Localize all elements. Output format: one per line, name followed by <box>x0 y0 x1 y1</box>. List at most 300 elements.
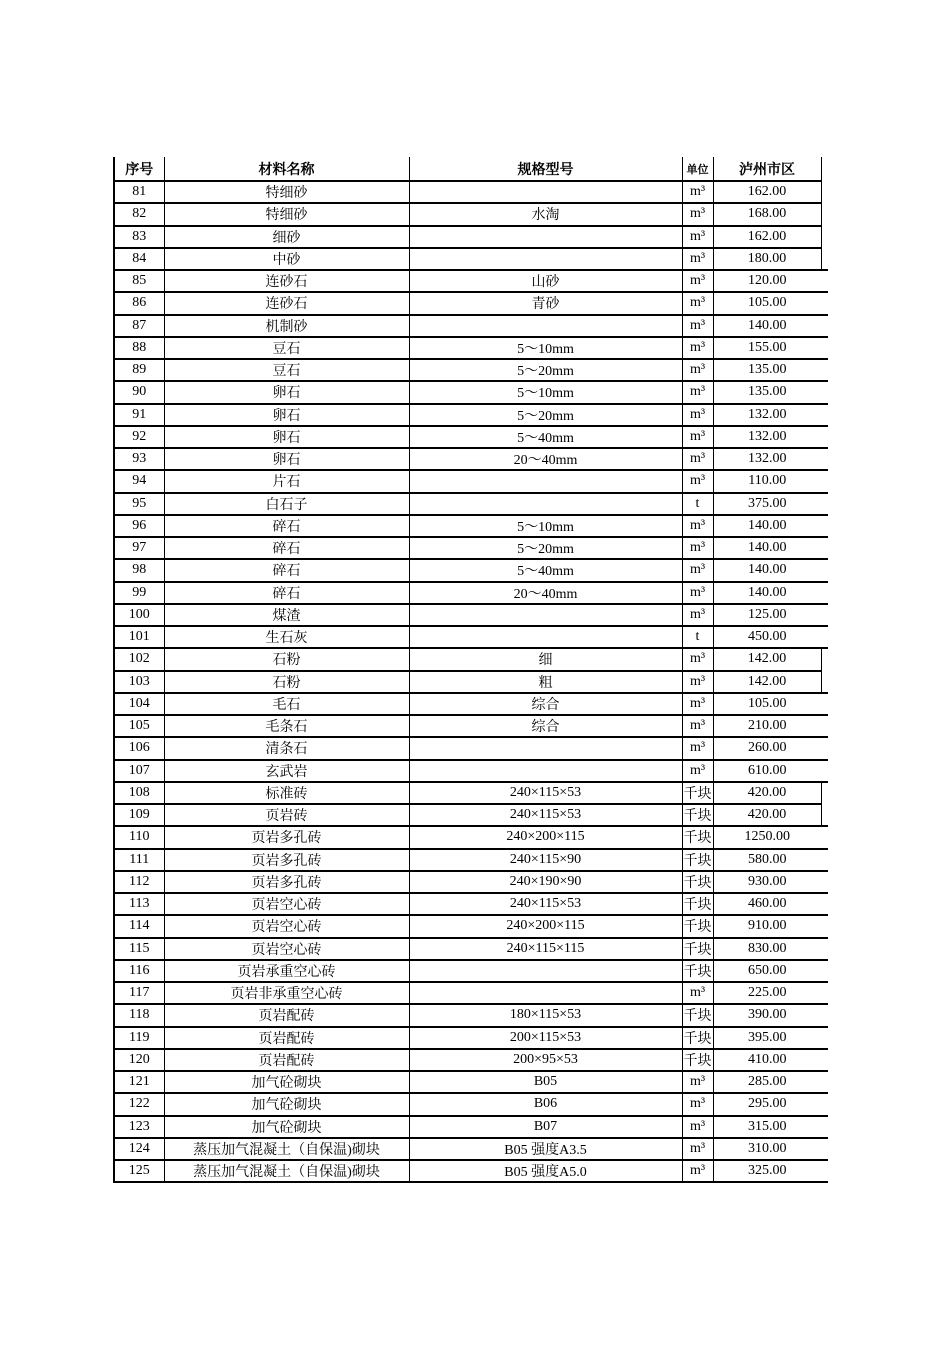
cell-material-name: 页岩砖 <box>164 804 409 826</box>
cell-overhang-spacer <box>821 1138 828 1160</box>
cell-overhang-spacer <box>821 1004 828 1026</box>
cell-material-name: 生石灰 <box>164 626 409 648</box>
cell-overhang-spacer <box>821 359 828 381</box>
cell-serial-number: 84 <box>114 248 164 270</box>
table-row <box>114 181 828 203</box>
cell-unit: m³ <box>682 648 713 670</box>
cell-specification: B05 <box>409 1071 682 1093</box>
table-row <box>114 1049 828 1071</box>
table-row <box>114 359 828 381</box>
table-row <box>114 537 828 559</box>
table-row <box>114 960 828 982</box>
cell-serial-number: 115 <box>114 938 164 960</box>
cell-specification: 200×95×53 <box>409 1049 682 1071</box>
cell-overhang-spacer <box>821 782 828 804</box>
cell-overhang-spacer <box>821 337 828 359</box>
cell-serial-number: 122 <box>114 1093 164 1115</box>
cell-material-name: 页岩非承重空心砖 <box>164 982 409 1004</box>
cell-serial-number: 118 <box>114 1004 164 1026</box>
cell-price: 132.00 <box>713 448 821 470</box>
cell-serial-number: 96 <box>114 515 164 537</box>
cell-material-name: 加气砼砌块 <box>164 1116 409 1138</box>
cell-serial-number: 113 <box>114 893 164 915</box>
cell-serial-number: 97 <box>114 537 164 559</box>
cell-specification: 200×115×53 <box>409 1027 682 1049</box>
cell-specification: 5～40mm <box>409 426 682 448</box>
cell-serial-number: 124 <box>114 1138 164 1160</box>
cell-unit: m³ <box>682 292 713 314</box>
cell-overhang-spacer <box>821 203 828 225</box>
cell-price: 105.00 <box>713 292 821 314</box>
table-row <box>114 871 828 893</box>
table-row <box>114 737 828 759</box>
cell-unit: m³ <box>682 404 713 426</box>
cell-serial-number: 83 <box>114 226 164 248</box>
table-row <box>114 582 828 604</box>
cell-serial-number: 88 <box>114 337 164 359</box>
cell-price: 225.00 <box>713 982 821 1004</box>
table-row <box>114 1138 828 1160</box>
cell-material-name: 中砂 <box>164 248 409 270</box>
cell-overhang-spacer <box>821 626 828 648</box>
cell-material-name: 卵石 <box>164 404 409 426</box>
cell-material-name: 毛条石 <box>164 715 409 737</box>
cell-material-name: 页岩空心砖 <box>164 938 409 960</box>
cell-unit: m³ <box>682 470 713 492</box>
cell-price: 135.00 <box>713 381 821 403</box>
cell-serial-number: 86 <box>114 292 164 314</box>
cell-overhang-spacer <box>821 938 828 960</box>
header-unit: 单位 <box>682 157 713 181</box>
cell-specification: B05 强度A3.5 <box>409 1138 682 1160</box>
cell-overhang-spacer <box>821 737 828 759</box>
cell-material-name: 白石子 <box>164 493 409 515</box>
cell-overhang-spacer <box>821 693 828 715</box>
cell-specification: 青砂 <box>409 292 682 314</box>
cell-specification: 5～10mm <box>409 515 682 537</box>
cell-material-name: 页岩配砖 <box>164 1049 409 1071</box>
cell-specification: 综合 <box>409 693 682 715</box>
cell-unit: 千块 <box>682 1004 713 1026</box>
cell-price: 140.00 <box>713 515 821 537</box>
cell-unit: m³ <box>682 737 713 759</box>
cell-overhang-spacer <box>821 582 828 604</box>
cell-unit: 千块 <box>682 938 713 960</box>
table-row <box>114 1116 828 1138</box>
cell-material-name: 特细砂 <box>164 203 409 225</box>
cell-serial-number: 101 <box>114 626 164 648</box>
cell-overhang-spacer <box>821 604 828 626</box>
cell-overhang-spacer <box>821 470 828 492</box>
cell-price: 260.00 <box>713 737 821 759</box>
cell-price: 125.00 <box>713 604 821 626</box>
cell-specification <box>409 181 682 203</box>
cell-overhang-spacer <box>821 537 828 559</box>
cell-unit: m³ <box>682 315 713 337</box>
cell-overhang-spacer <box>821 1027 828 1049</box>
cell-specification <box>409 760 682 782</box>
cell-serial-number: 117 <box>114 982 164 1004</box>
cell-serial-number: 112 <box>114 871 164 893</box>
cell-material-name: 蒸压加气混凝土（自保温)砌块 <box>164 1138 409 1160</box>
cell-material-name: 加气砼砌块 <box>164 1093 409 1115</box>
table-row <box>114 448 828 470</box>
cell-unit: m³ <box>682 1160 713 1182</box>
cell-unit: m³ <box>682 1093 713 1115</box>
table-row <box>114 426 828 448</box>
cell-material-name: 碎石 <box>164 515 409 537</box>
cell-serial-number: 114 <box>114 915 164 937</box>
table-row <box>114 982 828 1004</box>
cell-price: 610.00 <box>713 760 821 782</box>
cell-unit: m³ <box>682 537 713 559</box>
cell-material-name: 页岩空心砖 <box>164 915 409 937</box>
cell-unit: m³ <box>682 515 713 537</box>
cell-specification <box>409 604 682 626</box>
table-row <box>114 226 828 248</box>
cell-serial-number: 107 <box>114 760 164 782</box>
cell-serial-number: 103 <box>114 671 164 693</box>
cell-material-name: 碎石 <box>164 537 409 559</box>
cell-specification: 5～20mm <box>409 537 682 559</box>
cell-serial-number: 82 <box>114 203 164 225</box>
cell-overhang-spacer <box>821 960 828 982</box>
cell-specification <box>409 470 682 492</box>
table-row <box>114 760 828 782</box>
cell-serial-number: 119 <box>114 1027 164 1049</box>
cell-overhang-spacer <box>821 1160 828 1182</box>
cell-unit: 千块 <box>682 1027 713 1049</box>
cell-serial-number: 125 <box>114 1160 164 1182</box>
cell-unit: m³ <box>682 270 713 292</box>
cell-serial-number: 99 <box>114 582 164 604</box>
cell-price: 650.00 <box>713 960 821 982</box>
table-row <box>114 270 828 292</box>
cell-material-name: 碎石 <box>164 582 409 604</box>
cell-price: 420.00 <box>713 782 821 804</box>
cell-serial-number: 116 <box>114 960 164 982</box>
cell-specification: 240×115×53 <box>409 782 682 804</box>
table-row <box>114 938 828 960</box>
cell-price: 395.00 <box>713 1027 821 1049</box>
cell-serial-number: 93 <box>114 448 164 470</box>
table-row <box>114 248 828 270</box>
cell-unit: m³ <box>682 203 713 225</box>
table-body <box>114 181 828 1182</box>
cell-unit: m³ <box>682 693 713 715</box>
table-row <box>114 671 828 693</box>
cell-unit: m³ <box>682 982 713 1004</box>
table-row <box>114 292 828 314</box>
cell-unit: m³ <box>682 715 713 737</box>
cell-price: 132.00 <box>713 426 821 448</box>
cell-price: 120.00 <box>713 270 821 292</box>
cell-price: 140.00 <box>713 315 821 337</box>
cell-overhang-spacer <box>821 915 828 937</box>
cell-unit: m³ <box>682 604 713 626</box>
cell-specification: 水淘 <box>409 203 682 225</box>
table-row <box>114 604 828 626</box>
cell-material-name: 毛石 <box>164 693 409 715</box>
cell-material-name: 页岩空心砖 <box>164 893 409 915</box>
cell-specification <box>409 493 682 515</box>
cell-serial-number: 92 <box>114 426 164 448</box>
cell-unit: 千块 <box>682 1049 713 1071</box>
table-row <box>114 626 828 648</box>
cell-price: 390.00 <box>713 1004 821 1026</box>
cell-price: 450.00 <box>713 626 821 648</box>
cell-price: 910.00 <box>713 915 821 937</box>
cell-specification: 综合 <box>409 715 682 737</box>
cell-serial-number: 108 <box>114 782 164 804</box>
cell-unit: m³ <box>682 760 713 782</box>
cell-specification: 山砂 <box>409 270 682 292</box>
cell-material-name: 清条石 <box>164 737 409 759</box>
cell-price: 105.00 <box>713 693 821 715</box>
table-row <box>114 915 828 937</box>
cell-serial-number: 121 <box>114 1071 164 1093</box>
cell-specification: 240×115×53 <box>409 804 682 826</box>
table-header <box>114 157 828 181</box>
cell-unit: 千块 <box>682 915 713 937</box>
table-row <box>114 404 828 426</box>
cell-serial-number: 95 <box>114 493 164 515</box>
cell-unit: m³ <box>682 181 713 203</box>
cell-material-name: 特细砂 <box>164 181 409 203</box>
cell-specification <box>409 960 682 982</box>
cell-material-name: 页岩多孔砖 <box>164 871 409 893</box>
table-row <box>114 693 828 715</box>
table-row <box>114 782 828 804</box>
cell-serial-number: 90 <box>114 381 164 403</box>
cell-overhang-spacer <box>821 181 828 203</box>
cell-specification: 240×200×115 <box>409 826 682 848</box>
cell-unit: 千块 <box>682 782 713 804</box>
cell-serial-number: 106 <box>114 737 164 759</box>
cell-specification: 20～40mm <box>409 582 682 604</box>
cell-material-name: 玄武岩 <box>164 760 409 782</box>
cell-material-name: 卵石 <box>164 381 409 403</box>
cell-specification <box>409 226 682 248</box>
cell-material-name: 连砂石 <box>164 270 409 292</box>
cell-price: 140.00 <box>713 582 821 604</box>
cell-material-name: 蒸压加气混凝土（自保温)砌块 <box>164 1160 409 1182</box>
cell-overhang-spacer <box>821 760 828 782</box>
table-row <box>114 804 828 826</box>
cell-unit: 千块 <box>682 804 713 826</box>
header-row <box>114 157 828 181</box>
table-row <box>114 648 828 670</box>
cell-overhang-spacer <box>821 826 828 848</box>
cell-specification <box>409 315 682 337</box>
cell-overhang-spacer <box>821 671 828 693</box>
cell-specification: 5～10mm <box>409 381 682 403</box>
cell-price: 132.00 <box>713 404 821 426</box>
cell-material-name: 石粉 <box>164 671 409 693</box>
cell-overhang-spacer <box>821 515 828 537</box>
cell-material-name: 碎石 <box>164 559 409 581</box>
cell-serial-number: 123 <box>114 1116 164 1138</box>
cell-price: 410.00 <box>713 1049 821 1071</box>
cell-unit: m³ <box>682 248 713 270</box>
cell-serial-number: 120 <box>114 1049 164 1071</box>
table-row <box>114 849 828 871</box>
cell-material-name: 页岩配砖 <box>164 1027 409 1049</box>
cell-overhang-spacer <box>821 893 828 915</box>
cell-unit: m³ <box>682 226 713 248</box>
cell-unit: t <box>682 626 713 648</box>
header-overhang-spacer <box>821 157 828 181</box>
cell-material-name: 机制砂 <box>164 315 409 337</box>
cell-price: 930.00 <box>713 871 821 893</box>
table-row <box>114 381 828 403</box>
cell-price: 162.00 <box>713 181 821 203</box>
cell-overhang-spacer <box>821 1049 828 1071</box>
cell-overhang-spacer <box>821 804 828 826</box>
cell-specification <box>409 982 682 1004</box>
cell-price: 325.00 <box>713 1160 821 1182</box>
cell-specification: 细 <box>409 648 682 670</box>
cell-unit: 千块 <box>682 960 713 982</box>
cell-price: 210.00 <box>713 715 821 737</box>
cell-price: 295.00 <box>713 1093 821 1115</box>
cell-price: 155.00 <box>713 337 821 359</box>
cell-price: 162.00 <box>713 226 821 248</box>
cell-specification <box>409 737 682 759</box>
cell-specification: 240×190×90 <box>409 871 682 893</box>
table-row <box>114 826 828 848</box>
cell-serial-number: 87 <box>114 315 164 337</box>
cell-price: 375.00 <box>713 493 821 515</box>
cell-price: 315.00 <box>713 1116 821 1138</box>
cell-unit: m³ <box>682 381 713 403</box>
table-row <box>114 315 828 337</box>
cell-unit: m³ <box>682 1071 713 1093</box>
cell-price: 180.00 <box>713 248 821 270</box>
cell-serial-number: 85 <box>114 270 164 292</box>
cell-specification: 240×115×53 <box>409 893 682 915</box>
cell-unit: m³ <box>682 582 713 604</box>
cell-price: 140.00 <box>713 559 821 581</box>
cell-overhang-spacer <box>821 715 828 737</box>
cell-price: 140.00 <box>713 537 821 559</box>
table-row <box>114 715 828 737</box>
cell-overhang-spacer <box>821 292 828 314</box>
cell-specification <box>409 626 682 648</box>
cell-overhang-spacer <box>821 871 828 893</box>
cell-overhang-spacer <box>821 493 828 515</box>
cell-unit: m³ <box>682 426 713 448</box>
cell-material-name: 页岩配砖 <box>164 1004 409 1026</box>
cell-overhang-spacer <box>821 270 828 292</box>
cell-overhang-spacer <box>821 1093 828 1115</box>
cell-unit: 千块 <box>682 826 713 848</box>
cell-specification: 180×115×53 <box>409 1004 682 1026</box>
cell-overhang-spacer <box>821 426 828 448</box>
cell-serial-number: 102 <box>114 648 164 670</box>
cell-unit: 千块 <box>682 893 713 915</box>
cell-serial-number: 104 <box>114 693 164 715</box>
cell-material-name: 页岩多孔砖 <box>164 826 409 848</box>
table-row <box>114 1093 828 1115</box>
table-row <box>114 493 828 515</box>
cell-serial-number: 98 <box>114 559 164 581</box>
cell-overhang-spacer <box>821 648 828 670</box>
cell-price: 142.00 <box>713 648 821 670</box>
cell-price: 1250.00 <box>713 826 821 848</box>
table-row <box>114 559 828 581</box>
cell-unit: m³ <box>682 671 713 693</box>
table-row <box>114 893 828 915</box>
header-material-name: 材料名称 <box>164 157 409 181</box>
cell-price: 420.00 <box>713 804 821 826</box>
cell-serial-number: 89 <box>114 359 164 381</box>
cell-serial-number: 110 <box>114 826 164 848</box>
cell-serial-number: 81 <box>114 181 164 203</box>
cell-specification: 粗 <box>409 671 682 693</box>
table-row <box>114 337 828 359</box>
cell-specification: 5～20mm <box>409 404 682 426</box>
cell-price: 285.00 <box>713 1071 821 1093</box>
cell-specification: 240×200×115 <box>409 915 682 937</box>
cell-material-name: 标准砖 <box>164 782 409 804</box>
cell-price: 460.00 <box>713 893 821 915</box>
cell-overhang-spacer <box>821 381 828 403</box>
cell-material-name: 页岩多孔砖 <box>164 849 409 871</box>
cell-specification: 240×115×115 <box>409 938 682 960</box>
cell-price: 135.00 <box>713 359 821 381</box>
cell-overhang-spacer <box>821 226 828 248</box>
header-specification: 规格型号 <box>409 157 682 181</box>
cell-serial-number: 111 <box>114 849 164 871</box>
cell-material-name: 连砂石 <box>164 292 409 314</box>
cell-material-name: 卵石 <box>164 448 409 470</box>
cell-price: 830.00 <box>713 938 821 960</box>
cell-overhang-spacer <box>821 559 828 581</box>
cell-specification: 240×115×90 <box>409 849 682 871</box>
cell-unit: m³ <box>682 337 713 359</box>
table-row <box>114 515 828 537</box>
table-row <box>114 1160 828 1182</box>
cell-unit: m³ <box>682 1116 713 1138</box>
cell-overhang-spacer <box>821 404 828 426</box>
cell-material-name: 片石 <box>164 470 409 492</box>
header-serial-number: 序号 <box>114 157 164 181</box>
cell-unit: m³ <box>682 1138 713 1160</box>
cell-specification: B06 <box>409 1093 682 1115</box>
cell-specification: 5～40mm <box>409 559 682 581</box>
cell-unit: m³ <box>682 559 713 581</box>
cell-price: 310.00 <box>713 1138 821 1160</box>
cell-specification: B05 强度A5.0 <box>409 1160 682 1182</box>
cell-material-name: 细砂 <box>164 226 409 248</box>
cell-specification: 5～10mm <box>409 337 682 359</box>
cell-specification: 20～40mm <box>409 448 682 470</box>
cell-overhang-spacer <box>821 448 828 470</box>
cell-material-name: 煤渣 <box>164 604 409 626</box>
cell-unit: m³ <box>682 448 713 470</box>
cell-unit: t <box>682 493 713 515</box>
cell-material-name: 加气砼砌块 <box>164 1071 409 1093</box>
cell-unit: 千块 <box>682 871 713 893</box>
cell-overhang-spacer <box>821 1116 828 1138</box>
cell-material-name: 卵石 <box>164 426 409 448</box>
cell-serial-number: 94 <box>114 470 164 492</box>
cell-specification <box>409 248 682 270</box>
cell-overhang-spacer <box>821 1071 828 1093</box>
cell-price: 110.00 <box>713 470 821 492</box>
table-row <box>114 1004 828 1026</box>
